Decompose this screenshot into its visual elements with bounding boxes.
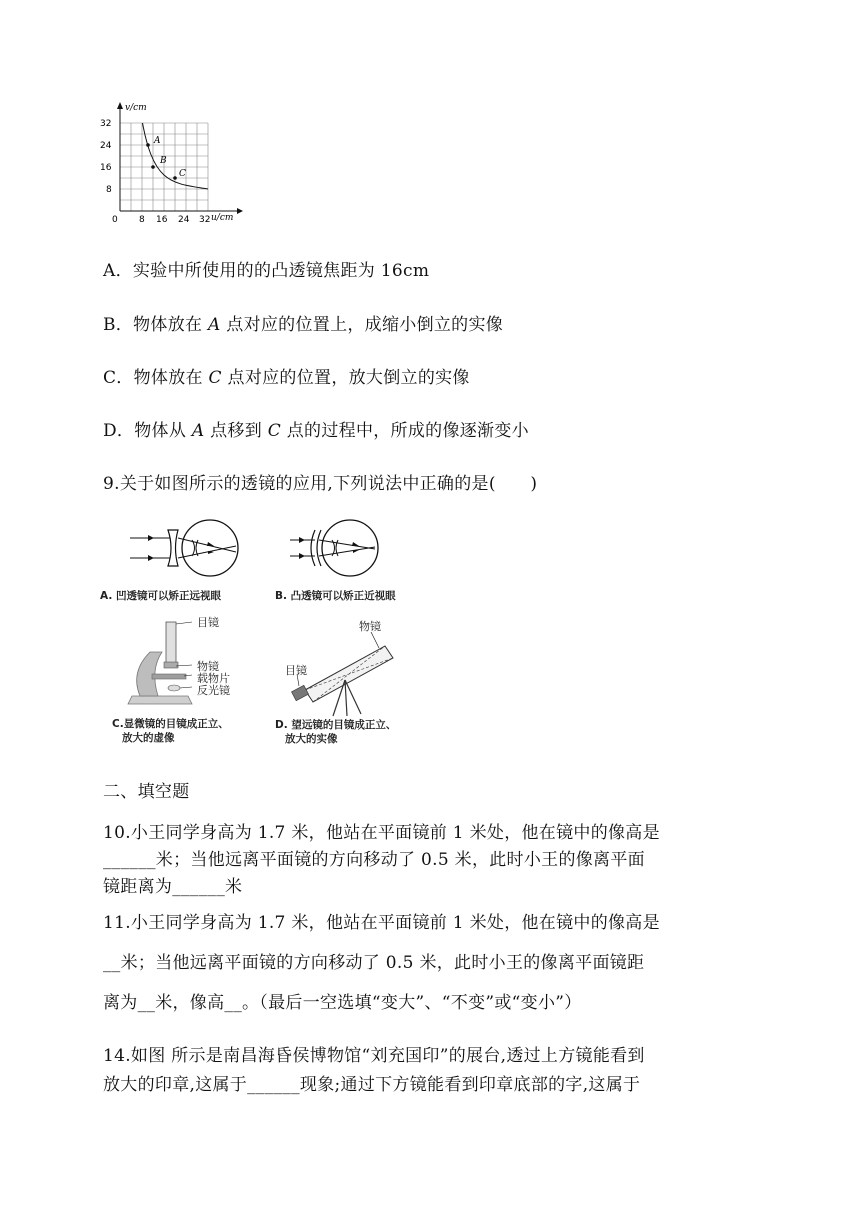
figure-a-eye-concave	[100, 518, 270, 608]
q8-d-point-a: A	[191, 421, 205, 441]
figure-c-caption-line1: C.显微镜的目镜成正立、	[112, 718, 229, 730]
q10-line2: ______米；当他远离平面镜的方向移动了 0.5 米，此时小王的像离平面	[103, 850, 645, 870]
y-tick-8: 8	[106, 185, 112, 195]
q8-option-a: A．实验中所使用的的凸透镜焦距为 16cm	[103, 261, 430, 281]
x-axis-arrow-icon	[237, 208, 243, 214]
figure-d-caption-line2: 放大的实像	[285, 733, 338, 745]
figure-d-telescope	[275, 618, 445, 752]
lens-graph	[95, 95, 245, 225]
x-tick-16: 16	[156, 215, 168, 225]
q9-stem: 9.关于如图所示的透镜的应用,下列说法中正确的是( )	[103, 474, 538, 494]
figure-c-microscope	[100, 612, 270, 752]
y-tick-24: 24	[100, 141, 112, 151]
q10-line1: 10.小王同学身高为 1.7 米，他站在平面镜前 1 米处，他在镜中的像高是	[103, 823, 660, 843]
q8-d-text-1: D．物体从	[103, 421, 192, 441]
y-tick-32: 32	[100, 119, 112, 129]
q8-b-text-1: B．物体放在	[103, 315, 208, 335]
fig-c-slide-label: 载物片	[197, 672, 230, 685]
q8-d-text-2: 点移到	[204, 421, 268, 441]
q14-line1: 14.如图 所示是南昌海昏侯博物馆“刘充国印”的展台,透过上方镜能看到	[103, 1046, 645, 1066]
q8-b-text-2: 点对应的位置上，成缩小倒立的实像	[220, 315, 504, 335]
x-tick-0: 0	[112, 215, 118, 225]
x-tick-32: 32	[199, 215, 211, 225]
q8-option-c	[103, 363, 470, 388]
point-c-label: C	[179, 169, 186, 179]
q8-option-d	[103, 416, 529, 441]
fig-c-mirror-label: 反光镜	[197, 684, 230, 697]
q14-line2: 放大的印章,这属于______现象;通过下方镜能看到印章底部的字,这属于	[103, 1075, 641, 1095]
point-a	[146, 143, 150, 147]
q10-line3: 镜距离为______米	[103, 877, 243, 897]
point-b	[151, 165, 155, 169]
figure-d-caption-line1: D. 望远镜的目镜成正立、	[275, 719, 397, 731]
y-tick-16: 16	[100, 163, 112, 173]
q8-c-text-1: C．物体放在	[103, 368, 209, 388]
v-u-graph-svg	[95, 95, 245, 225]
figure-a-caption: A. 凹透镜可以矫正远视眼	[100, 590, 221, 602]
x-tick-8: 8	[139, 215, 145, 225]
fig-d-eyepiece-label: 目镜	[285, 664, 307, 677]
figure-c-svg	[100, 612, 270, 717]
fig-c-eyepiece-label: 目镜	[197, 616, 219, 629]
y-axis-label: v/cm	[125, 103, 147, 113]
fig-c-objective-label: 物镜	[197, 660, 219, 673]
x-axis-label: u/cm	[211, 213, 234, 223]
x-tick-24: 24	[178, 215, 190, 225]
figure-b-eye-convex	[275, 518, 445, 608]
point-a-label: A	[154, 136, 161, 146]
figure-a-svg	[100, 518, 270, 588]
point-c	[173, 176, 177, 180]
graph-grid	[120, 123, 208, 211]
q8-b-point: A	[208, 315, 221, 335]
q8-c-text-2: 点对应的位置，放大倒立的实像	[221, 368, 470, 388]
q8-d-point-c: C	[267, 421, 282, 441]
q8-d-text-3: 点的过程中，所成的像逐渐变小	[281, 421, 529, 441]
q8-option-b	[103, 310, 503, 335]
q11-line3: 离为__米，像高__。（最后一空选填“变大”、“不变”或“变小”）	[103, 993, 582, 1013]
q11-line1: 11.小王同学身高为 1.7 米，他站在平面镜前 1 米处，他在镜中的像高是	[103, 913, 660, 933]
q11-line2: __米；当他远离平面镜的方向移动了 0.5 米，此时小王的像离平面镜距	[103, 953, 645, 973]
y-axis-arrow-icon	[117, 102, 123, 109]
fig-d-objective-label: 物镜	[359, 620, 381, 633]
point-b-label: B	[160, 156, 167, 166]
figure-c-caption-line2: 放大的虚像	[122, 732, 175, 744]
figure-b-svg	[275, 518, 445, 588]
section-2-title: 二、填空题	[103, 782, 190, 802]
q8-c-point: C	[208, 368, 222, 388]
figure-b-caption: B. 凸透镜可以矫正近视眼	[275, 590, 396, 602]
